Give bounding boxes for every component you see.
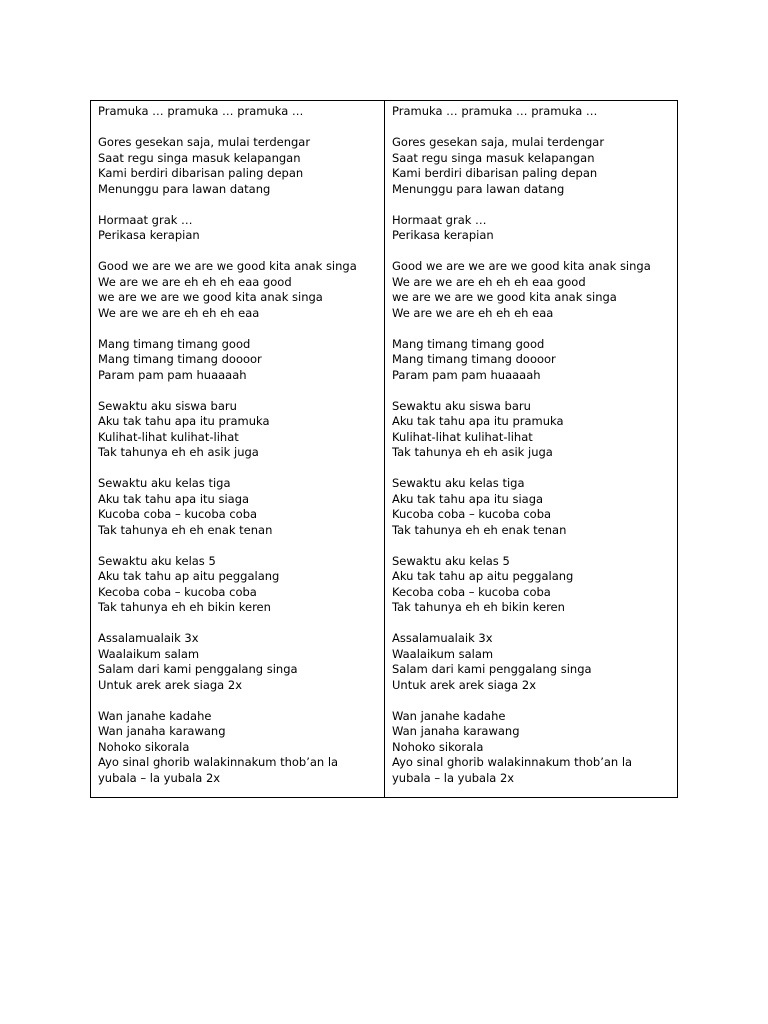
stanza	[98, 554, 384, 616]
lyric-line: Saat regu singa masuk kelapangan	[98, 150, 301, 165]
lyrics-column-left	[91, 101, 384, 797]
lyric-line: Perikasa kerapian	[98, 228, 200, 242]
lyrics-column-right	[384, 101, 677, 797]
stanza	[98, 135, 384, 197]
lyric-line: Sewaktu aku kelas tiga	[392, 476, 525, 490]
lyric-line: Tak tahunya eh eh enak tenan	[392, 522, 567, 537]
lyric-line: Menunggu para lawan datang	[98, 181, 271, 196]
lyric-line: Mang timang timang good	[98, 336, 251, 351]
stanza	[392, 476, 677, 538]
lyric-line: yubala – la yubala 2x	[98, 770, 221, 785]
lyric-line: Ayo sinal ghorib walakinnakum thob’an la	[392, 755, 633, 769]
lyric-line: Untuk arek arek siaga 2x	[98, 677, 243, 692]
stanza	[98, 399, 384, 461]
lyric-line: Sewaktu aku kelas tiga	[98, 476, 231, 490]
lyric-line: Assalamualaik 3x	[98, 631, 199, 645]
lyric-line: Nohoko sikorala	[98, 739, 190, 754]
lyric-line: Aku tak tahu apa itu siaga	[98, 491, 250, 506]
stanza	[392, 399, 677, 461]
lyric-line: Hormaat grak …	[392, 212, 487, 227]
stanza	[392, 554, 677, 616]
lyric-line: Pramuka … pramuka … pramuka …	[392, 104, 598, 118]
lyric-line: Kulihat-lihat kulihat-lihat	[98, 429, 239, 444]
lyric-line: Aku tak tahu apa itu pramuka	[392, 414, 564, 428]
lyric-line: Kucoba coba – kucoba coba	[392, 507, 552, 521]
lyric-line: Param pam pam huaaaah	[392, 367, 541, 382]
lyric-line: Kami berdiri dibarisan paling depan	[98, 166, 304, 180]
stanza	[98, 631, 384, 693]
lyric-line: We are we are eh eh eh eaa good	[98, 274, 292, 289]
lyric-line: Tak tahunya eh eh asik juga	[392, 445, 553, 459]
stanza	[392, 213, 677, 244]
lyric-line: Good we are we are we good kita anak singa	[392, 259, 651, 273]
lyric-line: We are we are eh eh eh eaa good	[392, 274, 586, 289]
lyric-line: Mang timang timang doooor	[98, 352, 262, 366]
lyric-line: we are we are we good kita anak singa	[98, 290, 323, 304]
lyric-line: Assalamualaik 3x	[392, 631, 493, 645]
lyric-line: Wan janahe kadahe	[98, 708, 212, 723]
lyric-line: Aku tak tahu apa itu siaga	[392, 491, 544, 506]
lyric-line: Wan janaha karawang	[392, 724, 520, 738]
lyric-line: Mang timang timang good	[392, 336, 545, 351]
lyric-line: Tak tahunya eh eh asik juga	[98, 445, 259, 459]
lyric-line: Salam dari kami penggalang singa	[98, 662, 298, 676]
lyric-line: Gores gesekan saja, mulai terdengar	[392, 135, 605, 149]
lyric-line: yubala – la yubala 2x	[392, 770, 515, 785]
lyric-line: Gores gesekan saja, mulai terdengar	[98, 135, 311, 149]
lyric-line: Saat regu singa masuk kelapangan	[392, 150, 595, 165]
lyric-line: Menunggu para lawan datang	[392, 181, 565, 196]
lyric-line: Hormaat grak …	[98, 212, 193, 227]
lyric-line: Wan janaha karawang	[98, 724, 226, 738]
lyric-line: Param pam pam huaaaah	[98, 367, 247, 382]
stanza	[392, 631, 677, 693]
lyric-line: Sewaktu aku kelas 5	[392, 553, 510, 568]
stanza	[98, 476, 384, 538]
lyric-line: Mang timang timang doooor	[392, 352, 556, 366]
stanza	[98, 104, 384, 120]
lyric-line: We are we are eh eh eh eaa	[392, 305, 554, 320]
lyric-line: Perikasa kerapian	[392, 228, 494, 242]
stanza	[98, 213, 384, 244]
lyric-line: Kecoba coba – kucoba coba	[392, 584, 551, 599]
lyric-line: Tak tahunya eh eh bikin keren	[98, 600, 271, 614]
lyric-line: Sewaktu aku kelas 5	[98, 553, 216, 568]
lyric-line: Kulihat-lihat kulihat-lihat	[392, 429, 533, 444]
lyric-line: Ayo sinal ghorib walakinnakum thob’an la	[98, 755, 339, 769]
stanza	[392, 709, 677, 787]
lyric-line: We are we are eh eh eh eaa	[98, 305, 260, 320]
lyric-line: Waalaikum salam	[392, 646, 494, 661]
lyric-line: Sewaktu aku siswa baru	[98, 398, 237, 413]
lyric-line: Kecoba coba – kucoba coba	[98, 584, 257, 599]
lyric-line: Waalaikum salam	[98, 646, 200, 661]
lyric-line: Tak tahunya eh eh bikin keren	[392, 600, 565, 614]
stanza	[98, 709, 384, 787]
lyrics-table	[90, 100, 678, 798]
stanza	[392, 259, 677, 321]
lyric-line: Wan janahe kadahe	[392, 708, 506, 723]
lyric-line: Pramuka … pramuka … pramuka …	[98, 104, 304, 118]
lyric-line: Sewaktu aku siswa baru	[392, 398, 531, 413]
stanza	[98, 259, 384, 321]
lyric-line: Aku tak tahu ap aitu peggalang	[392, 569, 574, 583]
lyric-line: Tak tahunya eh eh enak tenan	[98, 522, 273, 537]
lyric-line: we are we are we good kita anak singa	[392, 290, 617, 304]
stanza	[392, 104, 677, 120]
lyric-line: Aku tak tahu apa itu pramuka	[98, 414, 270, 428]
stanza	[98, 337, 384, 384]
stanza	[392, 135, 677, 197]
lyric-line: Good we are we are we good kita anak singa	[98, 259, 357, 273]
lyric-line: Nohoko sikorala	[392, 739, 484, 754]
lyric-line: Salam dari kami penggalang singa	[392, 662, 592, 676]
lyric-line: Kucoba coba – kucoba coba	[98, 507, 258, 521]
lyric-line: Aku tak tahu ap aitu peggalang	[98, 569, 280, 583]
lyric-line: Untuk arek arek siaga 2x	[392, 677, 537, 692]
stanza	[392, 337, 677, 384]
lyric-line: Kami berdiri dibarisan paling depan	[392, 166, 598, 180]
